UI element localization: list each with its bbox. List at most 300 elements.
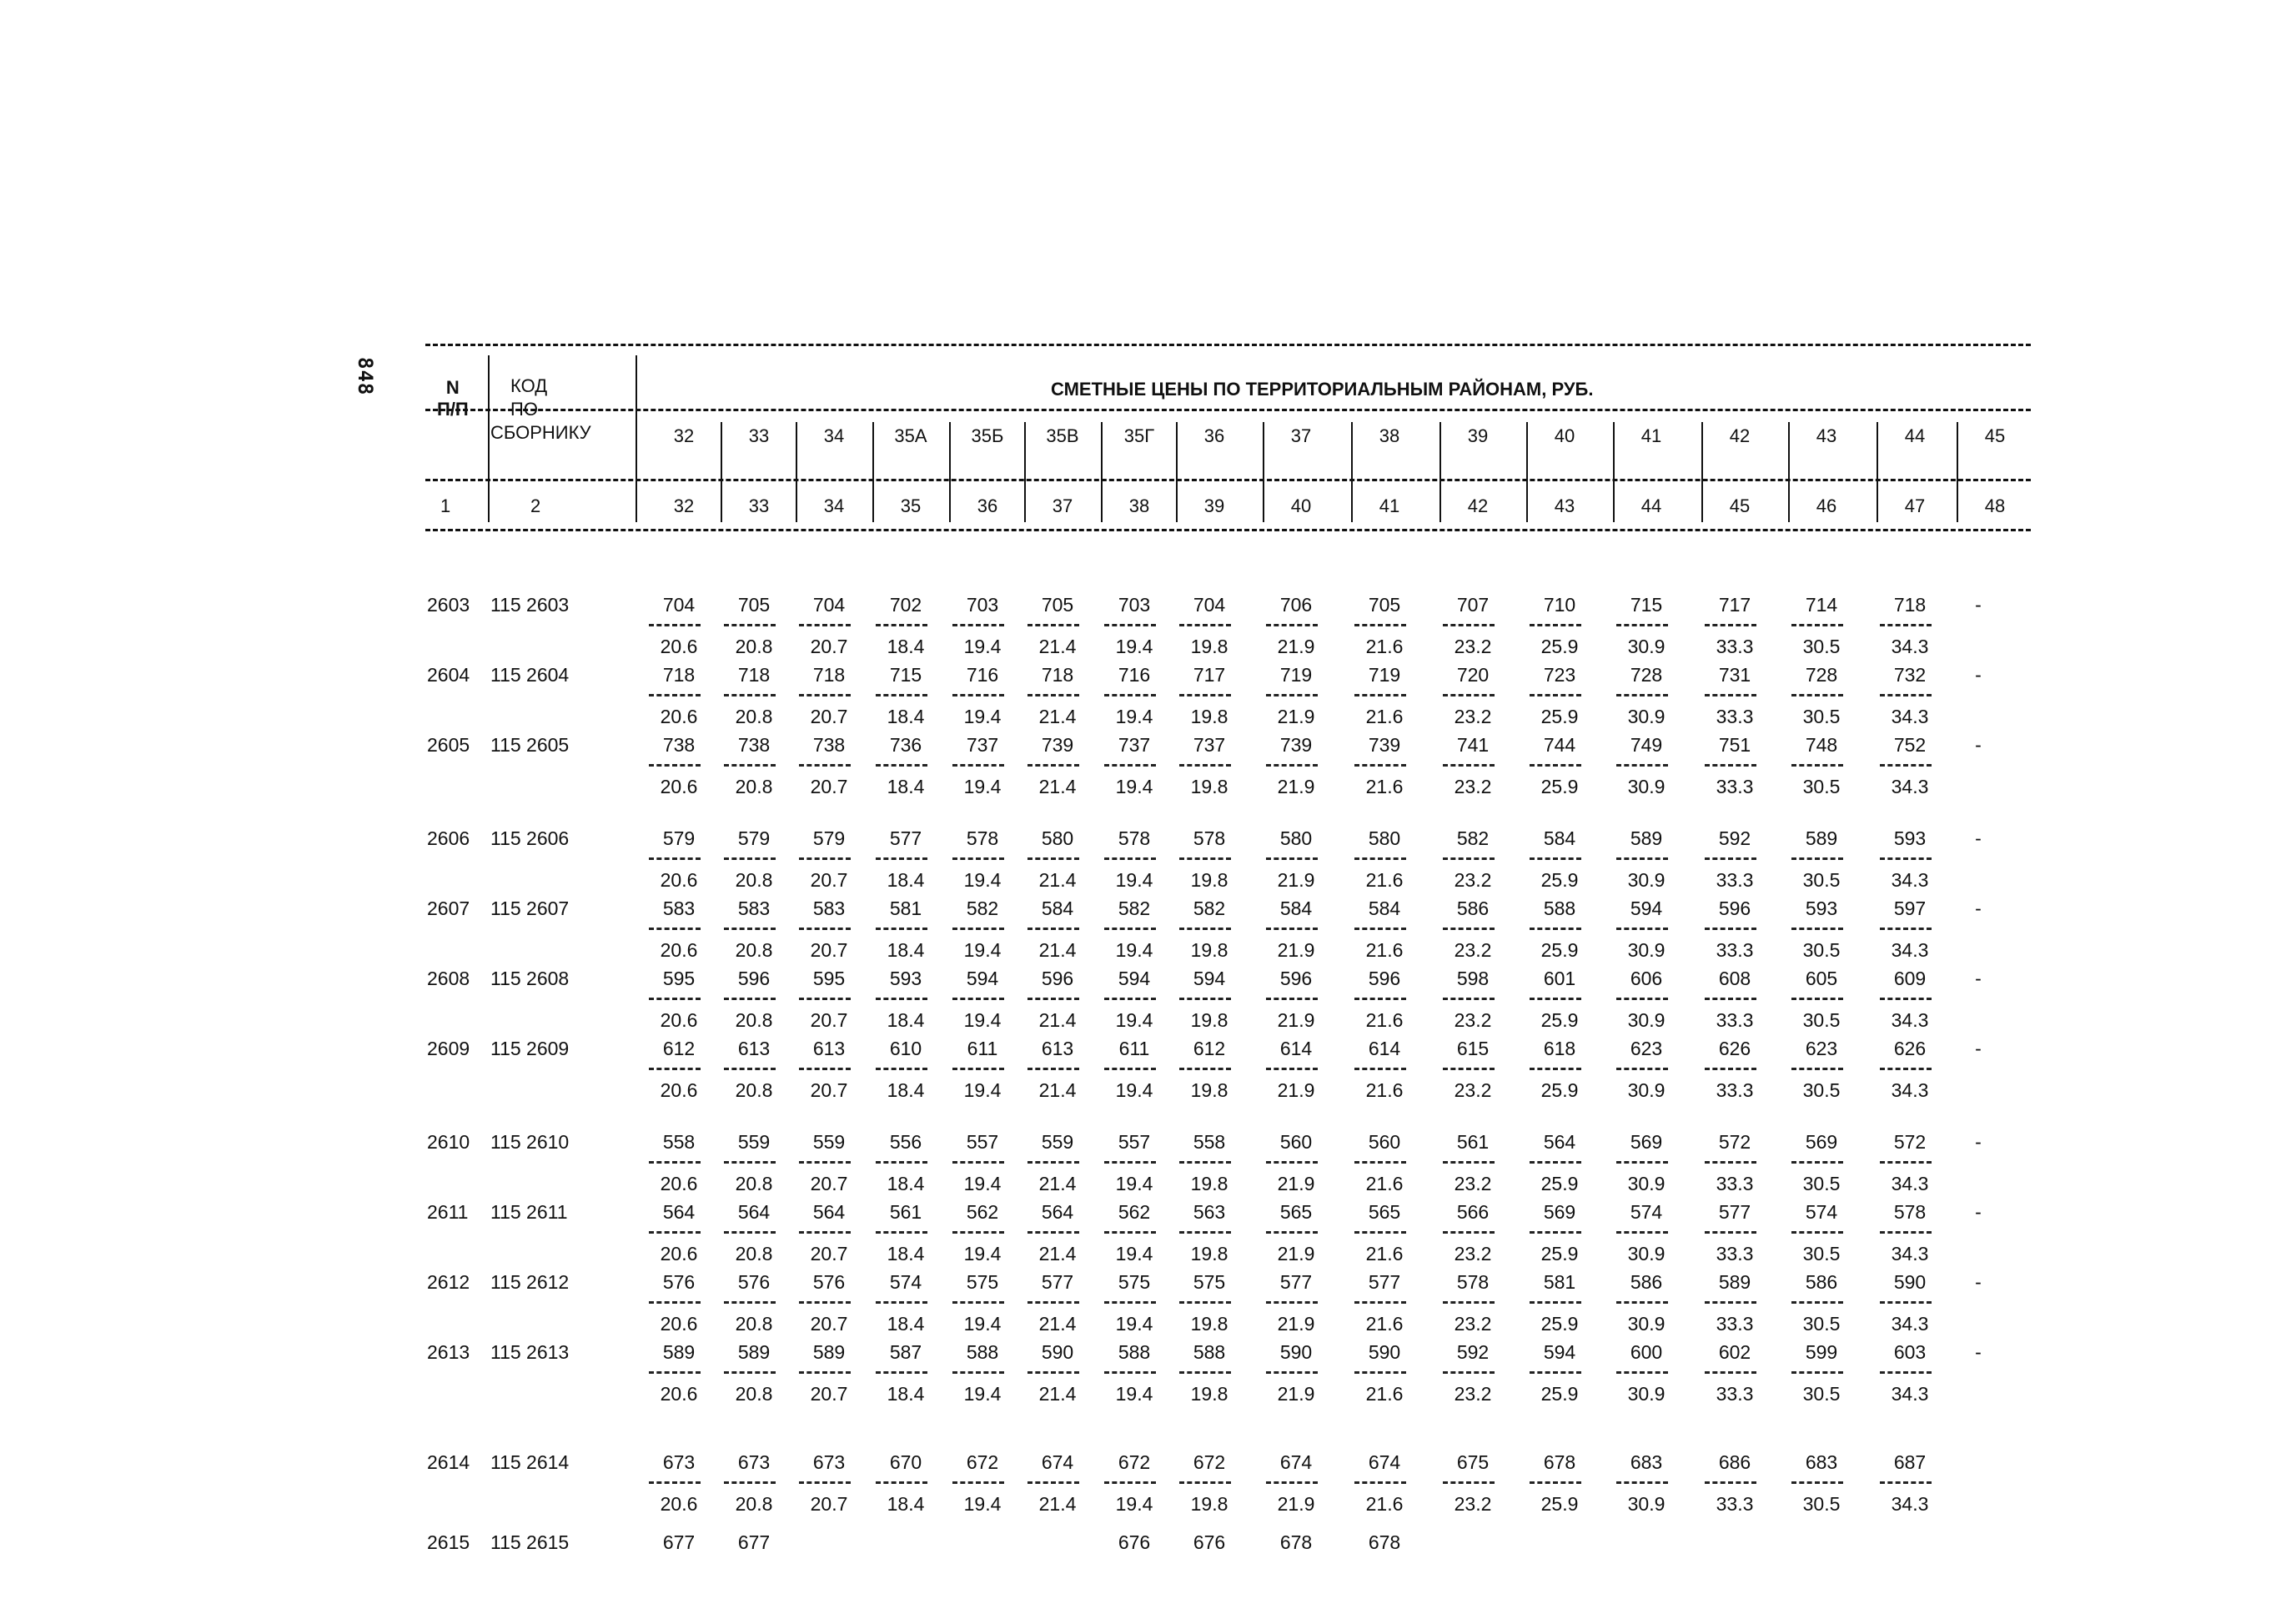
price-value: 581 (1543, 1271, 1576, 1293)
rate-value: 20.7 (810, 1173, 848, 1194)
row-code: 115 2613 (490, 1341, 570, 1363)
fraction-bar (724, 624, 776, 626)
rate-value: 21.6 (1365, 1313, 1404, 1335)
price-value: 710 (1543, 594, 1576, 616)
price-value: 732 (1893, 664, 1927, 686)
fraction-bar (952, 998, 1004, 1000)
header-col-separator (1877, 422, 1878, 522)
price-value: 704 (662, 594, 696, 616)
price-value: 565 (1368, 1201, 1401, 1223)
price-value: 586 (1805, 1271, 1838, 1293)
rate-value: 20.7 (810, 636, 848, 657)
fraction-bar (1354, 998, 1406, 1000)
fraction-bar (1027, 1231, 1079, 1234)
rate-value: 21.6 (1365, 1079, 1404, 1101)
fraction-bar (1791, 1068, 1843, 1070)
rate-value: 30.5 (1802, 1173, 1841, 1194)
fraction-bar (799, 694, 851, 696)
header-col-separator (1101, 422, 1103, 522)
fraction-bar (1705, 764, 1756, 767)
price-value: 623 (1805, 1038, 1838, 1059)
rate-value: 19.8 (1190, 706, 1228, 727)
rate-value: 23.2 (1454, 1173, 1492, 1194)
price-value: 718 (1041, 664, 1074, 686)
rate-value: 25.9 (1540, 869, 1579, 891)
price-value: 613 (737, 1038, 771, 1059)
price-value: 590 (1368, 1341, 1401, 1363)
rate-value: 21.9 (1277, 1243, 1315, 1265)
fraction-bar (1530, 857, 1581, 860)
rate-value: 21.4 (1038, 1243, 1077, 1265)
price-value: 579 (812, 827, 846, 849)
rate-value: 20.8 (735, 1313, 773, 1335)
price-value: 560 (1368, 1131, 1401, 1153)
rate-value: 30.5 (1802, 1493, 1841, 1515)
district-code: 40 (1554, 425, 1575, 446)
fraction-bar (1616, 1231, 1668, 1234)
fraction-bar (1880, 1161, 1932, 1164)
price-value: 608 (1718, 968, 1751, 989)
rate-value: 20.7 (810, 869, 848, 891)
fraction-bar (1027, 857, 1079, 860)
column-number: 1 (440, 495, 451, 516)
column-number: 48 (1984, 495, 2006, 516)
rate-value: 19.4 (963, 1173, 1002, 1194)
price-value: 737 (1193, 734, 1226, 756)
rate-value: 19.4 (1115, 1079, 1153, 1101)
fraction-bar (724, 694, 776, 696)
fraction-bar (649, 694, 701, 696)
rate-value: 19.4 (1115, 1383, 1153, 1405)
price-value: 578 (1118, 827, 1151, 849)
rate-value: 20.6 (660, 1079, 698, 1101)
fraction-bar (1616, 1161, 1668, 1164)
price-value: 676 (1118, 1531, 1151, 1553)
price-value: 676 (1193, 1531, 1226, 1553)
rate-value: 19.4 (1115, 776, 1153, 797)
rate-value: 30.9 (1627, 1173, 1666, 1194)
fraction-bar (1179, 1161, 1231, 1164)
fraction-bar (1705, 1161, 1756, 1164)
rate-value: 20.6 (660, 706, 698, 727)
rate-value: 34.3 (1891, 1009, 1929, 1031)
fraction-bar (1104, 764, 1156, 767)
rate-value: 25.9 (1540, 1383, 1579, 1405)
fraction-bar (1354, 694, 1406, 696)
rate-value: 20.7 (810, 776, 848, 797)
empty-column-dash: - (1975, 594, 1982, 616)
price-value: 715 (889, 664, 922, 686)
fraction-bar (1791, 1161, 1843, 1164)
rate-value: 19.4 (963, 706, 1002, 727)
rate-value: 20.7 (810, 706, 848, 727)
header-col-separator (488, 355, 490, 522)
price-value: 564 (737, 1201, 771, 1223)
fraction-bar (1266, 624, 1318, 626)
price-value: 673 (737, 1451, 771, 1473)
price-value: 579 (662, 827, 696, 849)
fraction-bar (1266, 1481, 1318, 1484)
rate-value: 19.4 (1115, 706, 1153, 727)
price-value: 677 (662, 1531, 696, 1553)
price-value: 626 (1893, 1038, 1927, 1059)
price-value: 613 (812, 1038, 846, 1059)
fraction-bar (1880, 1301, 1932, 1304)
rate-value: 21.9 (1277, 1079, 1315, 1101)
rate-value: 21.4 (1038, 636, 1077, 657)
rule-top (425, 344, 2031, 346)
district-code: 43 (1816, 425, 1837, 446)
header-col-separator (1263, 422, 1264, 522)
rate-value: 20.8 (735, 1243, 773, 1265)
fraction-bar (1705, 1371, 1756, 1374)
rate-value: 33.3 (1716, 636, 1754, 657)
rate-value: 21.6 (1365, 636, 1404, 657)
fraction-bar (1443, 1481, 1495, 1484)
price-value: 611 (967, 1038, 998, 1059)
fraction-bar (724, 1371, 776, 1374)
rate-value: 21.4 (1038, 1079, 1077, 1101)
price-value: 707 (1456, 594, 1490, 616)
rate-value: 20.6 (660, 1493, 698, 1515)
price-value: 564 (812, 1201, 846, 1223)
fraction-bar (876, 1371, 927, 1374)
fraction-bar (1266, 857, 1318, 860)
rate-value: 19.4 (963, 1493, 1002, 1515)
price-value: 705 (1041, 594, 1074, 616)
rate-value: 20.6 (660, 1243, 698, 1265)
fraction-bar (1443, 694, 1495, 696)
price-value: 574 (1805, 1201, 1838, 1223)
price-value: 672 (1118, 1451, 1151, 1473)
price-value: 673 (662, 1451, 696, 1473)
rate-value: 21.6 (1365, 706, 1404, 727)
rate-value: 21.4 (1038, 776, 1077, 797)
price-value: 598 (1456, 968, 1490, 989)
fraction-bar (1443, 1161, 1495, 1164)
rate-value: 18.4 (887, 1383, 925, 1405)
fraction-bar (1530, 694, 1581, 696)
price-value: 559 (812, 1131, 846, 1153)
fraction-bar (1027, 1068, 1079, 1070)
fraction-bar (1027, 1301, 1079, 1304)
rate-value: 25.9 (1540, 1079, 1579, 1101)
price-value: 588 (1193, 1341, 1226, 1363)
rate-value: 30.5 (1802, 1009, 1841, 1031)
fraction-bar (1179, 1068, 1231, 1070)
row-code: 115 2610 (490, 1131, 570, 1153)
price-value: 610 (889, 1038, 922, 1059)
price-value: 626 (1718, 1038, 1751, 1059)
column-number: 47 (1904, 495, 1926, 516)
fraction-bar (952, 928, 1004, 930)
header-col-separator (949, 422, 951, 522)
price-value: 560 (1279, 1131, 1313, 1153)
price-value: 752 (1893, 734, 1927, 756)
rate-value: 33.3 (1716, 1383, 1754, 1405)
fraction-bar (1530, 1231, 1581, 1234)
price-value: 562 (966, 1201, 999, 1223)
fraction-bar (1104, 1068, 1156, 1070)
rate-value: 30.5 (1802, 1313, 1841, 1335)
price-value: 716 (966, 664, 999, 686)
fraction-bar (1027, 624, 1079, 626)
rate-value: 19.4 (1115, 1243, 1153, 1265)
rate-value: 20.7 (810, 1383, 848, 1405)
price-value: 594 (1118, 968, 1151, 989)
fraction-bar (649, 928, 701, 930)
price-value: 583 (812, 897, 846, 919)
fraction-bar (649, 998, 701, 1000)
price-value: 559 (737, 1131, 771, 1153)
rate-value: 19.8 (1190, 1243, 1228, 1265)
fraction-bar (1705, 998, 1756, 1000)
fraction-bar (724, 857, 776, 860)
price-value: 599 (1805, 1341, 1838, 1363)
fraction-bar (1179, 764, 1231, 767)
price-value: 576 (737, 1271, 771, 1293)
fraction-bar (1354, 1068, 1406, 1070)
fraction-bar (799, 764, 851, 767)
price-value: 556 (889, 1131, 922, 1153)
price-value: 703 (1118, 594, 1151, 616)
rate-value: 33.3 (1716, 1313, 1754, 1335)
rate-value: 19.8 (1190, 1493, 1228, 1515)
row-number: 2615 (427, 1531, 470, 1553)
price-value: 593 (889, 968, 922, 989)
rate-value: 21.6 (1365, 1243, 1404, 1265)
column-number: 2 (530, 495, 541, 516)
fraction-bar (952, 1068, 1004, 1070)
fraction-bar (952, 694, 1004, 696)
fraction-bar (1530, 624, 1581, 626)
price-value: 678 (1368, 1531, 1401, 1553)
fraction-bar (1266, 998, 1318, 1000)
rate-value: 21.9 (1277, 706, 1315, 727)
rate-value: 20.8 (735, 1009, 773, 1031)
rate-value: 20.8 (735, 776, 773, 797)
rate-value: 20.8 (735, 939, 773, 961)
price-value: 582 (1193, 897, 1226, 919)
price-value: 584 (1279, 897, 1313, 919)
fraction-bar (876, 1231, 927, 1234)
price-value: 561 (1456, 1131, 1490, 1153)
row-code: 115 2608 (490, 968, 570, 989)
price-value: 557 (966, 1131, 999, 1153)
fraction-bar (1791, 998, 1843, 1000)
header-col-separator (1024, 422, 1026, 522)
row-code: 115 2604 (490, 664, 570, 686)
price-value: 580 (1279, 827, 1313, 849)
price-value: 612 (1193, 1038, 1226, 1059)
price-value: 618 (1543, 1038, 1576, 1059)
rate-value: 30.5 (1802, 869, 1841, 891)
price-value: 589 (812, 1341, 846, 1363)
price-value: 615 (1456, 1038, 1490, 1059)
price-value: 586 (1456, 897, 1490, 919)
row-number: 2604 (427, 664, 470, 686)
price-value: 596 (1041, 968, 1074, 989)
rate-value: 30.5 (1802, 1243, 1841, 1265)
rate-value: 20.8 (735, 1493, 773, 1515)
rate-value: 25.9 (1540, 939, 1579, 961)
fraction-bar (799, 928, 851, 930)
price-value: 686 (1718, 1451, 1751, 1473)
rate-value: 25.9 (1540, 636, 1579, 657)
price-value: 600 (1630, 1341, 1663, 1363)
rate-value: 21.9 (1277, 776, 1315, 797)
rate-value: 19.8 (1190, 1383, 1228, 1405)
district-code: 41 (1640, 425, 1662, 446)
price-value: 717 (1193, 664, 1226, 686)
rate-value: 19.4 (963, 776, 1002, 797)
district-code: 35Г (1123, 425, 1155, 446)
rate-value: 21.9 (1277, 1313, 1315, 1335)
rate-value: 19.4 (1115, 869, 1153, 891)
rate-value: 21.9 (1277, 1009, 1315, 1031)
price-value: 569 (1630, 1131, 1663, 1153)
rate-value: 21.4 (1038, 1173, 1077, 1194)
fraction-bar (1530, 1161, 1581, 1164)
fraction-bar (1880, 857, 1932, 860)
fraction-bar (1266, 1301, 1318, 1304)
price-value: 739 (1279, 734, 1313, 756)
rate-value: 19.8 (1190, 776, 1228, 797)
rule-header-bottom (425, 529, 2031, 531)
fraction-bar (876, 624, 927, 626)
price-value: 590 (1279, 1341, 1313, 1363)
price-value: 718 (737, 664, 771, 686)
fraction-bar (876, 694, 927, 696)
fraction-bar (649, 1481, 701, 1484)
rate-value: 19.4 (1115, 1493, 1153, 1515)
rate-value: 33.3 (1716, 776, 1754, 797)
fraction-bar (1443, 624, 1495, 626)
header-col-separator (1788, 422, 1790, 522)
price-value: 587 (889, 1341, 922, 1363)
rate-value: 20.7 (810, 1313, 848, 1335)
rate-value: 20.6 (660, 939, 698, 961)
rate-value: 23.2 (1454, 776, 1492, 797)
price-value: 678 (1543, 1451, 1576, 1473)
district-code: 36 (1203, 425, 1225, 446)
row-number: 2614 (427, 1451, 470, 1473)
rate-value: 21.9 (1277, 869, 1315, 891)
rate-value: 23.2 (1454, 1079, 1492, 1101)
price-value: 589 (1805, 827, 1838, 849)
rate-value: 25.9 (1540, 1173, 1579, 1194)
district-code: 35В (1046, 425, 1079, 446)
price-value: 577 (889, 827, 922, 849)
header-col-separator (1526, 422, 1528, 522)
rate-value: 19.4 (1115, 1009, 1153, 1031)
rate-value: 33.3 (1716, 1009, 1754, 1031)
column-number: 34 (823, 495, 845, 516)
district-code: 35Б (971, 425, 1004, 446)
column-number: 36 (977, 495, 998, 516)
rate-value: 20.6 (660, 869, 698, 891)
fraction-bar (1354, 1481, 1406, 1484)
district-code: 32 (673, 425, 695, 446)
rate-value: 20.8 (735, 1173, 773, 1194)
price-value: 569 (1805, 1131, 1838, 1153)
header-col-separator (1957, 422, 1958, 522)
rate-value: 23.2 (1454, 1243, 1492, 1265)
fraction-bar (1104, 694, 1156, 696)
row-number: 2611 (427, 1201, 469, 1223)
price-value: 719 (1368, 664, 1401, 686)
fraction-bar (1443, 1301, 1495, 1304)
column-number: 46 (1816, 495, 1837, 516)
rate-value: 18.4 (887, 939, 925, 961)
fraction-bar (1266, 1068, 1318, 1070)
fraction-bar (1179, 928, 1231, 930)
price-value: 744 (1543, 734, 1576, 756)
fraction-bar (1354, 764, 1406, 767)
fraction-bar (1705, 694, 1756, 696)
price-value: 716 (1118, 664, 1151, 686)
fraction-bar (799, 1371, 851, 1374)
price-value: 741 (1456, 734, 1490, 756)
fraction-bar (1443, 764, 1495, 767)
price-value: 719 (1279, 664, 1313, 686)
fraction-bar (1179, 998, 1231, 1000)
price-value: 589 (1630, 827, 1663, 849)
header-col-separator (1351, 422, 1353, 522)
row-number: 2608 (427, 968, 470, 989)
rate-value: 19.4 (963, 1313, 1002, 1335)
fraction-bar (876, 1068, 927, 1070)
fraction-bar (952, 1301, 1004, 1304)
price-value: 623 (1630, 1038, 1663, 1059)
price-value: 579 (737, 827, 771, 849)
rate-value: 19.4 (963, 636, 1002, 657)
fraction-bar (1027, 998, 1079, 1000)
price-value: 674 (1279, 1451, 1313, 1473)
column-number: 43 (1554, 495, 1575, 516)
fraction-bar (1705, 1231, 1756, 1234)
price-value: 602 (1718, 1341, 1751, 1363)
rate-value: 20.7 (810, 939, 848, 961)
price-value: 704 (1193, 594, 1226, 616)
rate-value: 20.8 (735, 869, 773, 891)
price-value: 703 (966, 594, 999, 616)
page-number: 848 (354, 357, 377, 396)
fraction-bar (724, 764, 776, 767)
fraction-bar (1179, 857, 1231, 860)
rate-value: 23.2 (1454, 1313, 1492, 1335)
fraction-bar (1530, 998, 1581, 1000)
fraction-bar (1179, 1481, 1231, 1484)
rate-value: 21.9 (1277, 939, 1315, 961)
fraction-bar (1443, 1068, 1495, 1070)
rate-value: 30.5 (1802, 1079, 1841, 1101)
rate-value: 34.3 (1891, 869, 1929, 891)
price-value: 584 (1543, 827, 1576, 849)
empty-column-dash: - (1975, 1201, 1982, 1223)
rate-value: 20.8 (735, 636, 773, 657)
fraction-bar (1705, 1068, 1756, 1070)
district-code: 35А (894, 425, 927, 446)
rate-value: 21.4 (1038, 1493, 1077, 1515)
price-value: 575 (966, 1271, 999, 1293)
price-value: 580 (1041, 827, 1074, 849)
row-number: 2606 (427, 827, 470, 849)
header-col-separator (1701, 422, 1703, 522)
rate-value: 25.9 (1540, 1493, 1579, 1515)
district-code: 39 (1467, 425, 1489, 446)
fraction-bar (1791, 1481, 1843, 1484)
